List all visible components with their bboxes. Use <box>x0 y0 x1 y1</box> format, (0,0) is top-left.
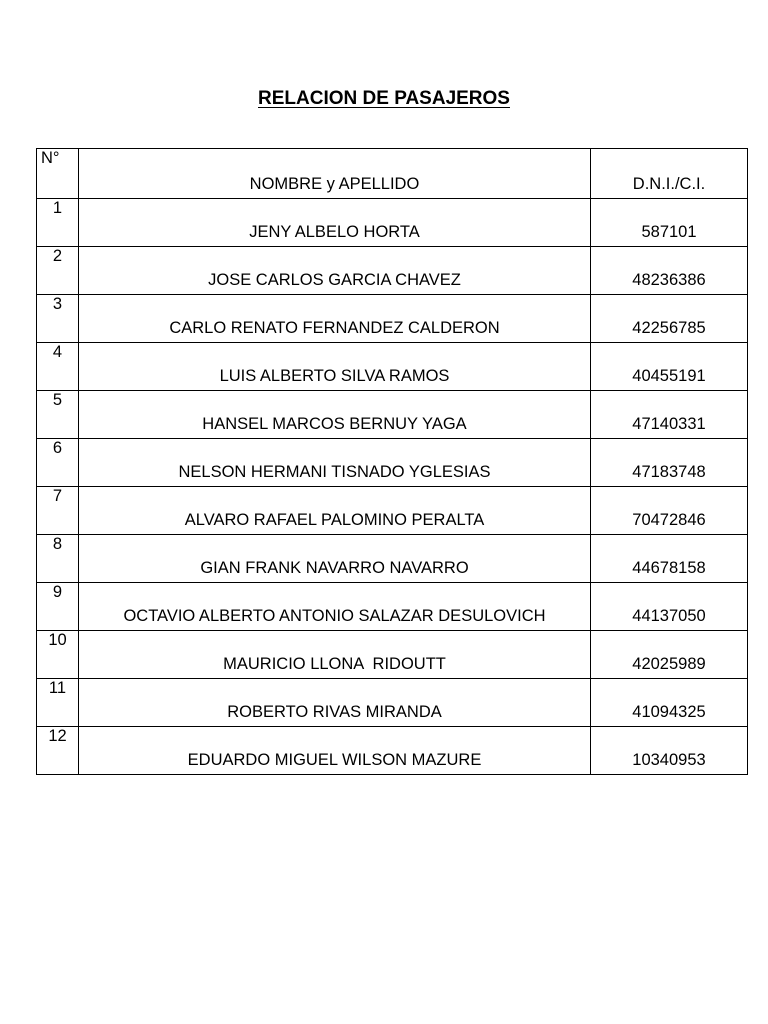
row-number: 5 <box>37 391 79 439</box>
row-name: ROBERTO RIVAS MIRANDA <box>79 679 591 727</box>
row-number: 2 <box>37 247 79 295</box>
table-row <box>37 391 748 439</box>
table-row <box>37 439 748 487</box>
row-number: 7 <box>37 487 79 535</box>
row-number: 1 <box>37 199 79 247</box>
row-name: EDUARDO MIGUEL WILSON MAZURE <box>79 727 591 775</box>
table-row <box>37 487 748 535</box>
row-id: 44678158 <box>591 535 748 583</box>
row-number: 6 <box>37 439 79 487</box>
header-id: D.N.I./C.I. <box>591 149 748 199</box>
row-name: MAURICIO LLONA RIDOUTT <box>79 631 591 679</box>
row-name: JENY ALBELO HORTA <box>79 199 591 247</box>
row-name: ALVARO RAFAEL PALOMINO PERALTA <box>79 487 591 535</box>
table-row <box>37 247 748 295</box>
table-header-row <box>37 149 748 199</box>
row-number: 3 <box>37 295 79 343</box>
row-number: 8 <box>37 535 79 583</box>
document-title: RELACION DE PASAJEROS <box>258 88 510 109</box>
row-id: 70472846 <box>591 487 748 535</box>
row-name: HANSEL MARCOS BERNUY YAGA <box>79 391 591 439</box>
passenger-table <box>36 148 748 775</box>
row-name: JOSE CARLOS GARCIA CHAVEZ <box>79 247 591 295</box>
row-name: NELSON HERMANI TISNADO YGLESIAS <box>79 439 591 487</box>
table-row <box>37 295 748 343</box>
table-row <box>37 631 748 679</box>
row-id: 48236386 <box>591 247 748 295</box>
header-number: N° <box>37 149 79 199</box>
row-name: LUIS ALBERTO SILVA RAMOS <box>79 343 591 391</box>
row-id: 40455191 <box>591 343 748 391</box>
row-id: 42256785 <box>591 295 748 343</box>
table-row <box>37 583 748 631</box>
row-id: 42025989 <box>591 631 748 679</box>
row-name: GIAN FRANK NAVARRO NAVARRO <box>79 535 591 583</box>
row-id: 44137050 <box>591 583 748 631</box>
table-row <box>37 727 748 775</box>
row-number: 9 <box>37 583 79 631</box>
row-number: 12 <box>37 727 79 775</box>
table-row <box>37 535 748 583</box>
row-name: OCTAVIO ALBERTO ANTONIO SALAZAR DESULOVICH <box>79 583 591 631</box>
row-number: 10 <box>37 631 79 679</box>
table-row <box>37 199 748 247</box>
row-name: CARLO RENATO FERNANDEZ CALDERON <box>79 295 591 343</box>
table-row <box>37 343 748 391</box>
row-id: 47140331 <box>591 391 748 439</box>
row-number: 11 <box>37 679 79 727</box>
header-name: NOMBRE y APELLIDO <box>79 149 591 199</box>
row-id: 41094325 <box>591 679 748 727</box>
row-number: 4 <box>37 343 79 391</box>
table-row <box>37 679 748 727</box>
row-id: 10340953 <box>591 727 748 775</box>
row-id: 587101 <box>591 199 748 247</box>
row-id: 47183748 <box>591 439 748 487</box>
